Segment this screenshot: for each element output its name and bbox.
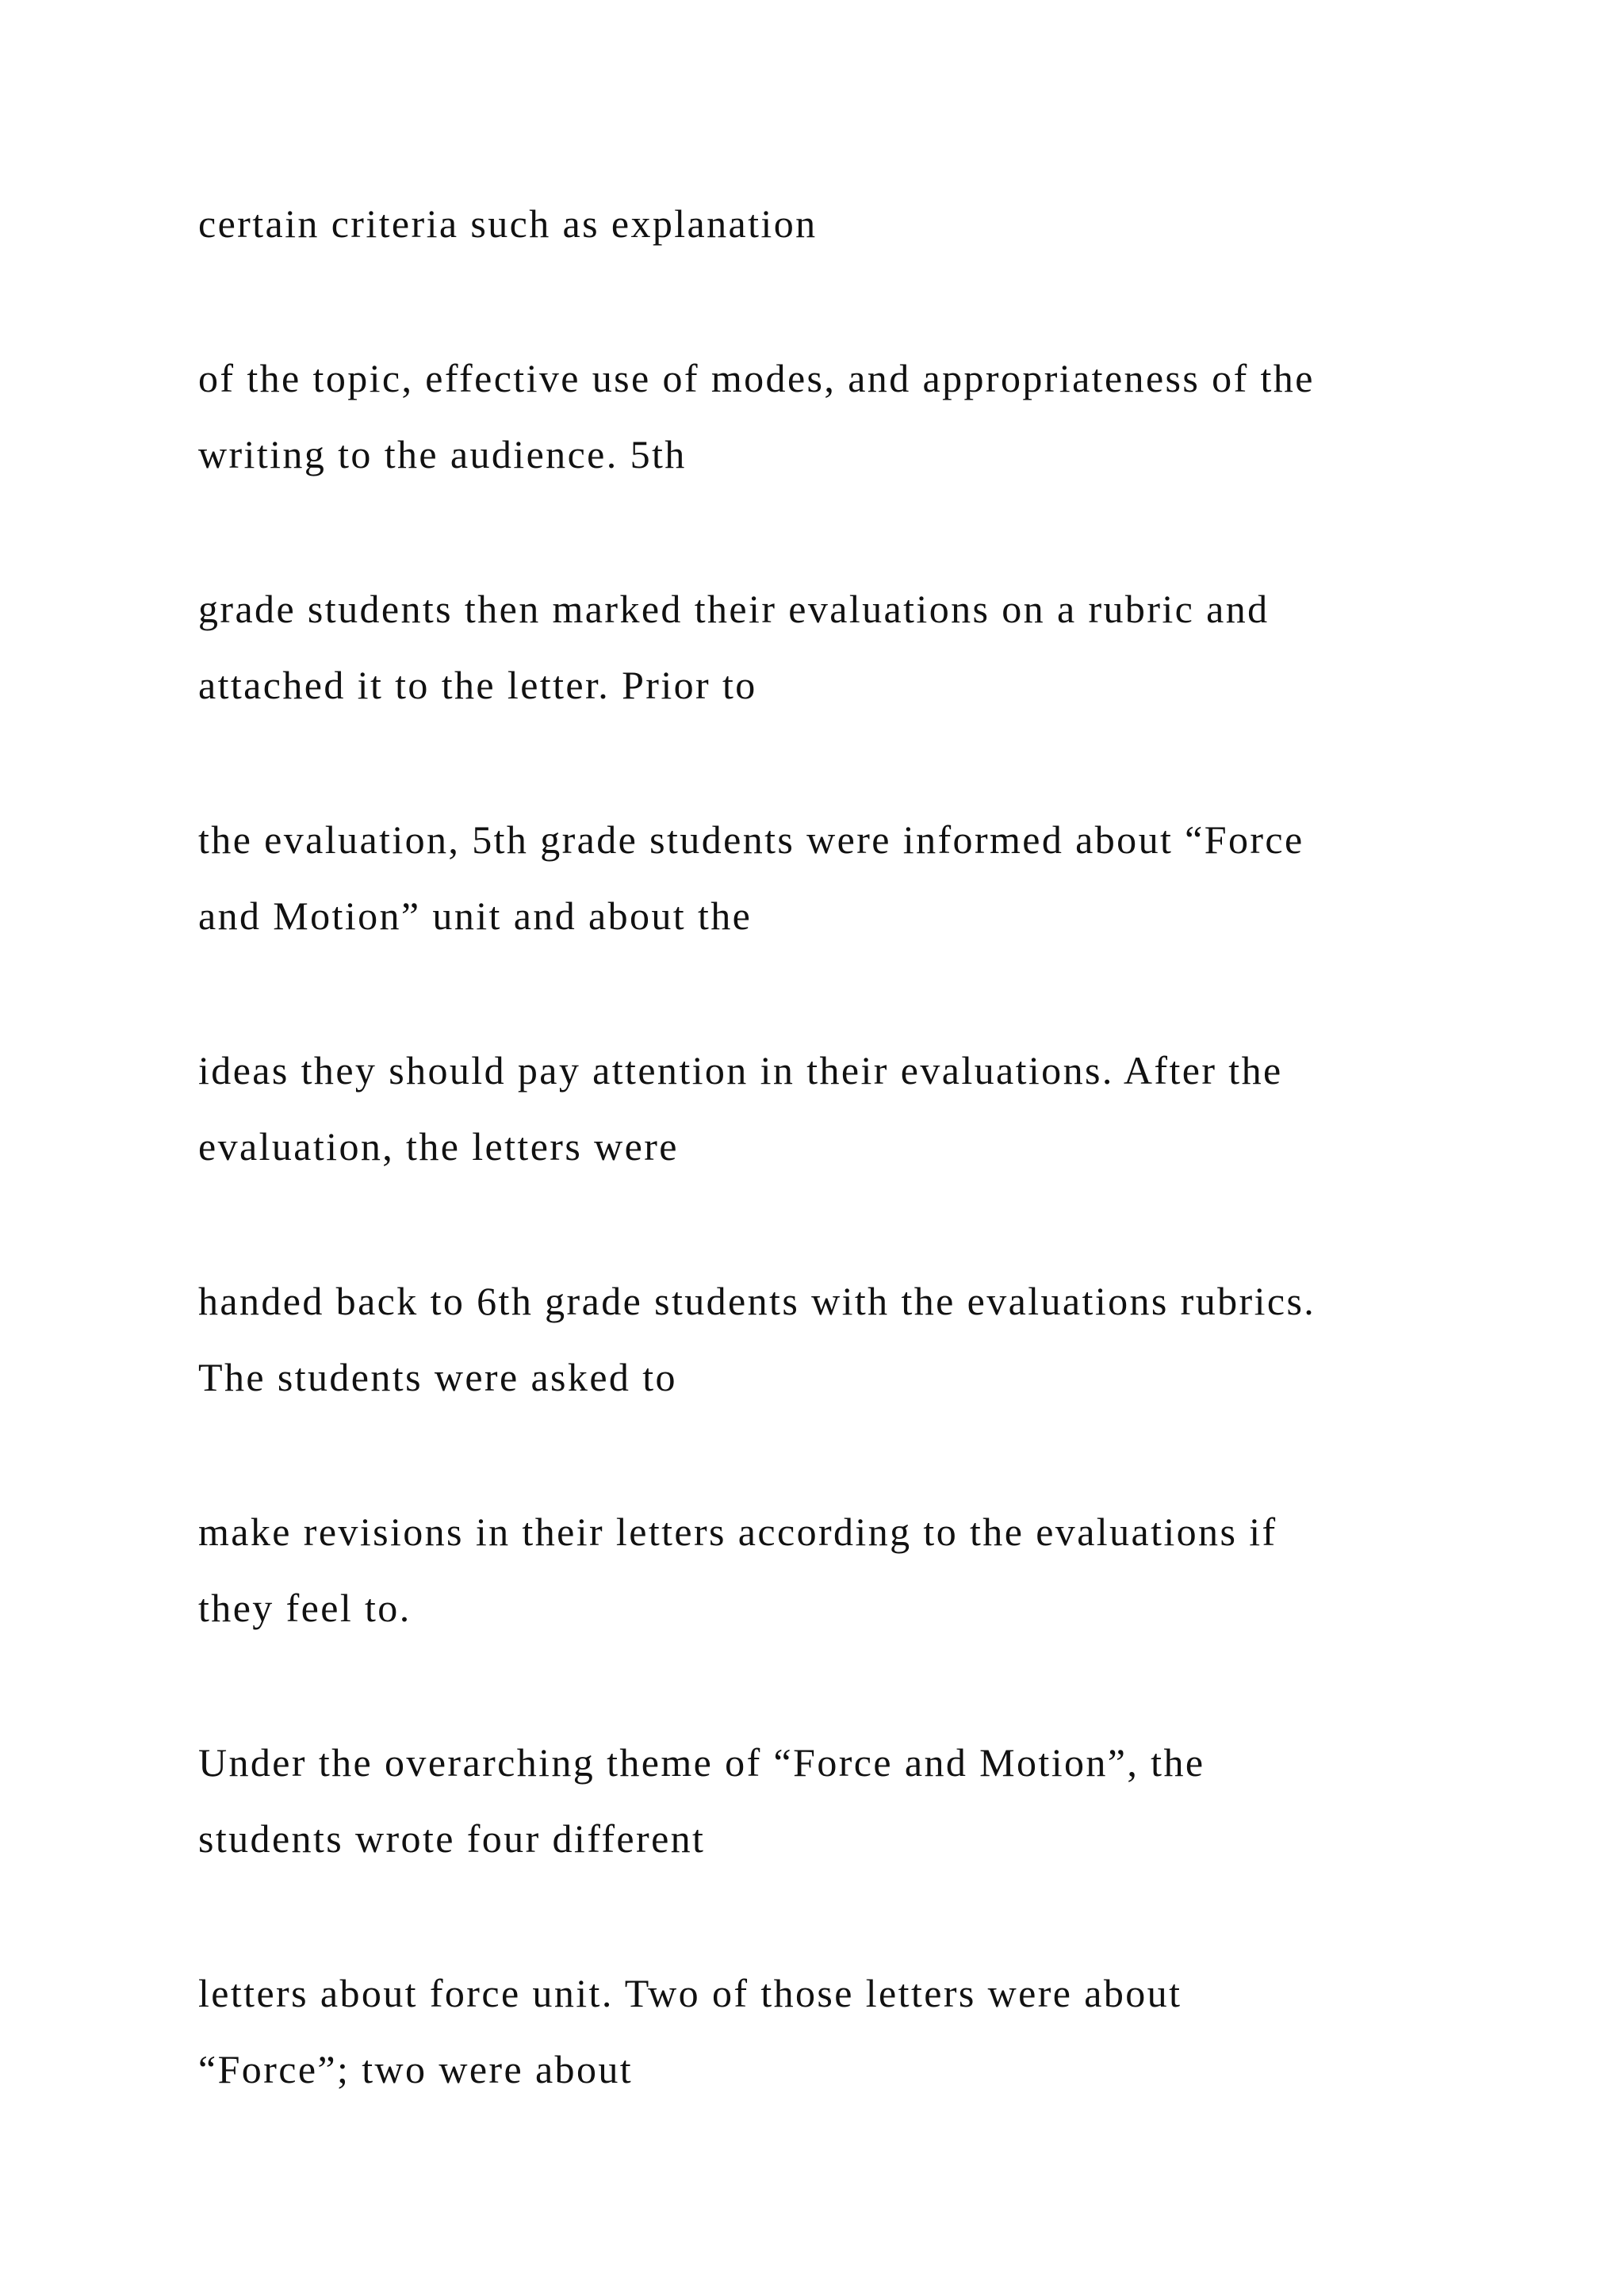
text-line: “Force”; two were about <box>198 2047 634 2091</box>
text-line: students wrote four different <box>198 1816 706 1861</box>
paragraph-9 <box>198 1955 1467 2107</box>
text-line: Under the overarching theme of “Force and Motion”, the <box>198 1740 1205 1785</box>
paragraph-7 <box>198 1494 1467 1646</box>
text-line: of the topic, effective use of modes, and appropriateness of the <box>198 356 1315 400</box>
text-line: they feel to. <box>198 1586 412 1630</box>
paragraph-6 <box>198 1263 1467 1415</box>
paragraph-3 <box>198 571 1467 723</box>
text-line: certain criteria such as explanation <box>198 201 818 246</box>
paragraph-4 <box>198 802 1467 954</box>
text-line: evaluation, the letters were <box>198 1124 679 1169</box>
text-line: handed back to 6th grade students with the evaluations rubrics. <box>198 1279 1316 1323</box>
text-line: make revisions in their letters according to the evaluations if <box>198 1510 1277 1554</box>
text-line: The students were asked to <box>198 1355 677 1399</box>
text-line: the evaluation, 5th grade students were informed about “Force <box>198 817 1304 862</box>
paragraph-1 <box>198 186 1467 262</box>
text-line: attached it to the letter. Prior to <box>198 663 757 707</box>
paragraph-2 <box>198 340 1467 492</box>
text-line: ideas they should pay attention in their evaluations. After the <box>198 1048 1283 1093</box>
text-line: writing to the audience. 5th <box>198 432 687 476</box>
text-line: letters about force unit. Two of those letters were about <box>198 1971 1182 2015</box>
paragraph-5 <box>198 1032 1467 1184</box>
paragraph-8 <box>198 1724 1467 1877</box>
text-line: and Motion” unit and about the <box>198 894 753 938</box>
text-line: grade students then marked their evaluations on a rubric and <box>198 587 1270 631</box>
